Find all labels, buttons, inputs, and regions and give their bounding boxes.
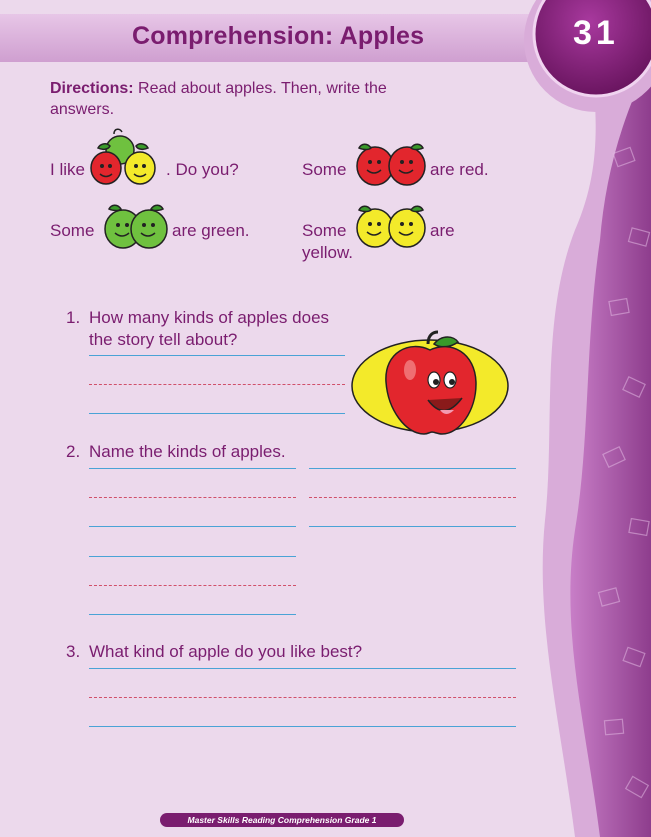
directions-label: Directions: — [50, 80, 134, 97]
answer-guide-line — [89, 697, 516, 698]
question-2-text: Name the kinds of apples. — [89, 442, 286, 461]
directions — [50, 78, 430, 120]
page-number: 31 — [573, 14, 619, 52]
answer-line[interactable] — [89, 556, 296, 557]
answer-guide-line — [89, 384, 345, 385]
story-sentence-4a: Some — [302, 221, 347, 240]
answer-guide-line — [89, 585, 296, 586]
answer-line[interactable] — [309, 526, 516, 527]
answer-line[interactable] — [89, 526, 296, 527]
page-title: Comprehension: Apples — [132, 22, 425, 50]
apple-icon — [353, 198, 429, 252]
directions-text: Read about apples. Then, write the answers. — [50, 80, 387, 118]
answer-line[interactable] — [89, 355, 345, 356]
question-2-number: 2. — [66, 442, 81, 461]
answer-line[interactable] — [309, 468, 516, 469]
question-1-line-2: the story tell about? — [89, 330, 238, 349]
answer-guide-line — [309, 497, 516, 498]
answer-line[interactable] — [89, 614, 296, 615]
story-sentence-2a: Some — [302, 160, 347, 179]
story-sentence-3a: Some — [50, 221, 95, 240]
story-sentence-3b: are green. — [172, 221, 250, 240]
footer-book-title: Master Skills Reading Comprehension Grade 1 — [160, 813, 404, 827]
story-sentence-4b: are — [430, 221, 455, 240]
story-sentence-1a: I like — [50, 160, 85, 179]
answer-line[interactable] — [89, 726, 516, 727]
question-3-number: 3. — [66, 642, 81, 661]
smiling-apple-icon — [350, 330, 512, 440]
apple-icon — [101, 197, 171, 253]
answer-line[interactable] — [89, 468, 296, 469]
apple-icon — [88, 126, 164, 194]
story-sentence-2b: are red. — [430, 160, 489, 179]
apple-icon — [353, 136, 429, 190]
answer-guide-line — [89, 497, 296, 498]
answer-line[interactable] — [89, 668, 516, 669]
story-sentence-4c: yellow. — [302, 243, 354, 262]
story-sentence-1b: . Do you? — [166, 160, 239, 179]
answer-line[interactable] — [89, 413, 345, 414]
question-1-line-1: How many kinds of apples does — [89, 308, 330, 327]
question-1-number: 1. — [66, 308, 81, 327]
question-3-text: What kind of apple do you like best? — [89, 642, 363, 661]
